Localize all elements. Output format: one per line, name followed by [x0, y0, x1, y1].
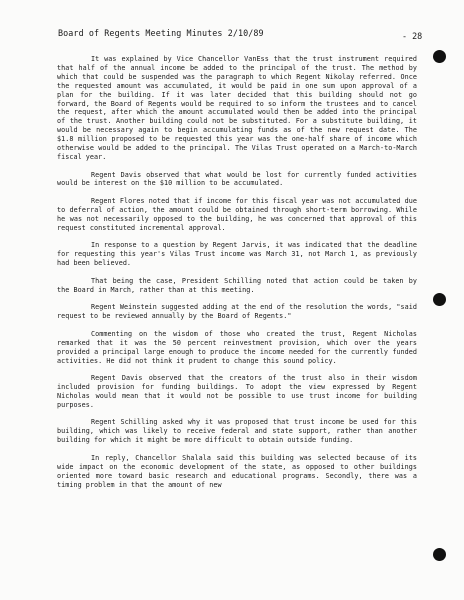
- paragraph: That being the case, President Schilling noted that action could be taken by the Board in March, rather than at this meeting.: [57, 276, 417, 294]
- document-header: Board of Regents Meeting Minutes 2/10/89: [58, 28, 264, 38]
- binder-hole: [433, 293, 446, 306]
- paragraph: Commenting on the wisdom of those who created the trust, Regent Nicholas remarked that it was the 50 percent reinvestment provision, which over the years provided a principal large enough to produce the income needed for the currently funded activities. He did not think it prudent to change this sound policy.: [57, 329, 417, 365]
- binder-hole: [433, 548, 446, 561]
- paragraph: Regent Davis observed that the creators of the trust also in their wisdom included provision for funding buildings. To adopt the view expressed by Regent Nicholas would mean that it would not be possible to use trust income for building purposes.: [57, 374, 417, 409]
- paragraph: Regent Flores noted that if income for this fiscal year was not accumulated due to deferral of action, the amount could be obtained through short-term borrowing. While he was not necessarily opposed to the building, he was concerned that approval of this request constituted incremental approval.: [57, 197, 417, 232]
- paragraph: Regent Davis observed that what would be lost for currently funded activities would be interest on the $10 million to be accumulated.: [57, 170, 417, 188]
- paragraph: In response to a question by Regent Jarvis, it was indicated that the deadline for requesting this year's Vilas Trust income was March 31, not March 1, as previously had been believed.: [57, 241, 417, 268]
- paragraph: It was explained by Vice Chancellor VanEss that the trust instrument required that half of the annual income be added to the principal of the trust. The method by which that could be suspended was the paragraph to which Regent Nikolay referred. Once the requested amount was accumulated, it would be paid in one sum upon approval of a plan for the building. If it was later decided that this building should not go forward, the Board of Regents would be required to so inform the trustees and to cancel the request, after which the amount accumulated would then be added into the principal of the trust. Another building could not be substituted. For a substitute building, it would be necessary again to begin accumulating funds as of the new request date. The $1.8 million proposed to be requested this year was the one-half share of income which otherwise would be added to the principal. The Vilas Trust operated on a March-to-March fiscal year.: [57, 55, 417, 161]
- page-number: - 28: [402, 31, 423, 41]
- binder-hole: [433, 50, 446, 63]
- paragraph: Regent Weinstein suggested adding at the end of the resolution the words, "said request to be reviewed annually by the Board of Regents.": [57, 303, 417, 321]
- minutes-body: [57, 55, 417, 498]
- paragraph: In reply, Chancellor Shalala said this building was selected because of its wide impact on the economic development of the state, as opposed to other buildings oriented more toward basic research and educational programs. Secondly, there was a timing problem in that the amount of new: [57, 453, 417, 489]
- paragraph: Regent Schilling asked why it was proposed that trust income be used for this building, which was likely to receive federal and state support, rather than another building for which it might be more difficult to obtain outside funding.: [57, 418, 417, 445]
